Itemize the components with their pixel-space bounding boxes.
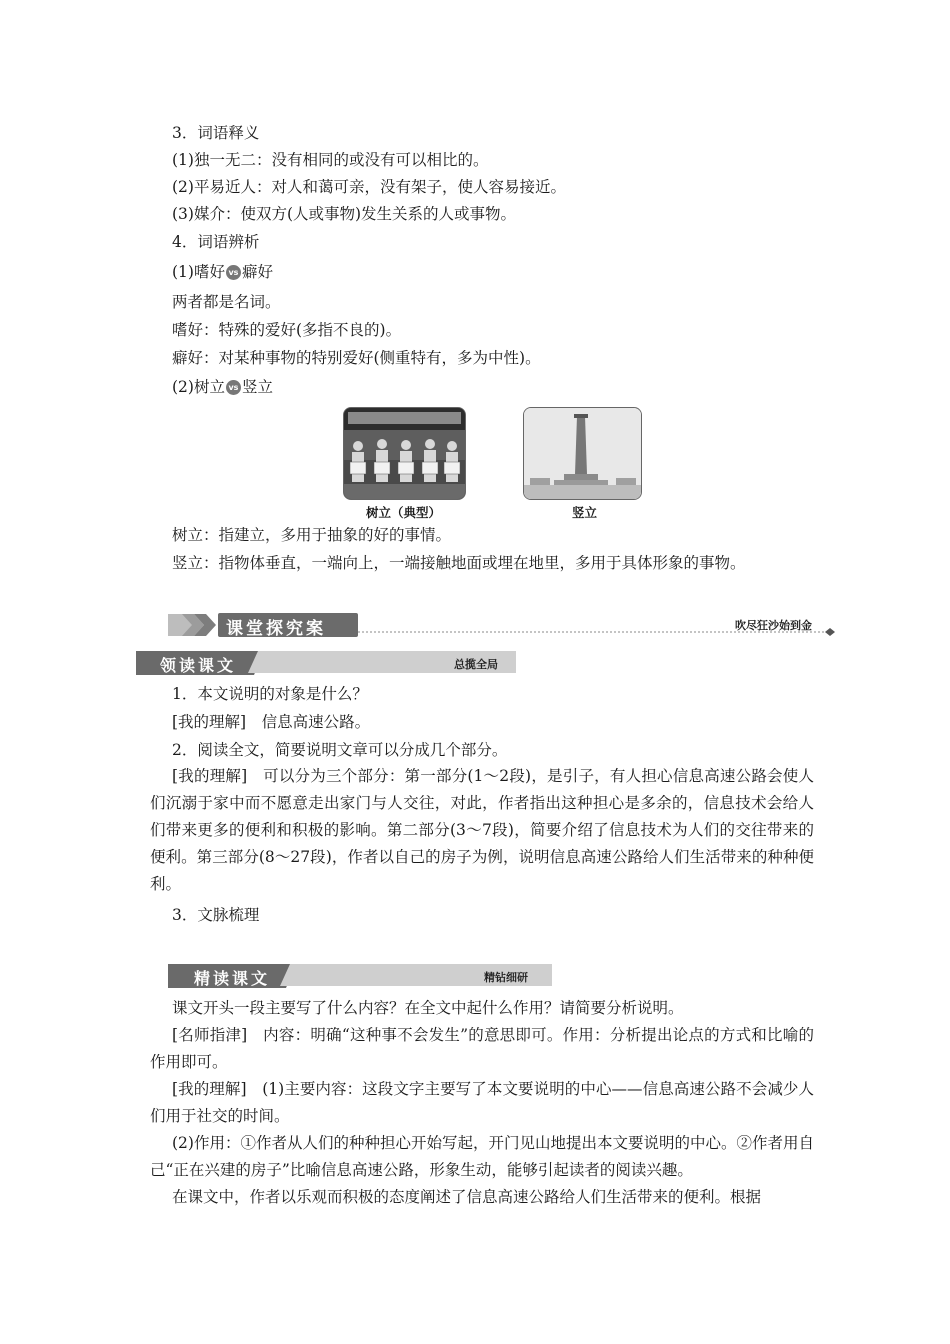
word-pair-1-note: 两者都是名词。	[172, 293, 281, 311]
fine-answer-2: (2)作用：①作者从人们的种种担心开始写起，开门见山地提出本文要说明的中心。②作者用自己“正在兴建的房子”比喻信息高速公路，形象生动，能够引起读者的阅读兴趣。	[150, 1134, 814, 1179]
definition-1: (1)独一无二：没有相同的或没有可以相比的。	[172, 151, 489, 169]
word-pair-1	[172, 262, 273, 282]
read-answer-2: [我的理解] 可以分为三个部分：第一部分(1～2段)，是引子，有人担心信息高速公路会使人们沉溺于家中而不愿意走出家门与人交往，对此，作者指出这种担心是多余的，信息技术会给人们带来更多的便利和积极的影响。第二部分(3～7段)，简要介绍了信息技术为人们的交往带来的便利。第三部分(8～27段)，作者以自己的房子为例，说明信息高速公路给人们生活带来的种种便利。	[150, 767, 814, 893]
read-answer-1: [我的理解] 信息高速公路。	[172, 713, 371, 731]
word-pair-1-def-b: 癖好：对某种事物的特别爱好(侧重特有，多为中性)。	[172, 349, 541, 367]
photo-monument	[523, 407, 642, 500]
vs-icon: vs	[226, 265, 241, 280]
definition-2: (2)平易近人：对人和蔼可亲，没有架子，使人容易接近。	[172, 178, 566, 196]
banner-fine-motto: 精钻细研	[484, 971, 528, 984]
fine-last-paragraph: 在课文中，作者以乐观而积极的态度阐述了信息高速公路给人们生活带来的便利。根据	[172, 1188, 762, 1206]
fine-tip: [名师指津] 内容：明确“这种事不会发生”的意思即可。作用：分析提出论点的方式和比喻的作用即可。	[150, 1026, 814, 1071]
photo-award-ceremony	[343, 407, 466, 500]
word-pair-1-a: (1)嗜好	[172, 263, 225, 281]
monument-illustration	[524, 408, 641, 499]
fine-question: 课文开头一段主要写了什么内容？在全文中起什么作用？请简要分析说明。	[172, 999, 684, 1017]
caption-right: 竖立	[572, 505, 598, 520]
section-banner-read	[136, 651, 516, 675]
read-question-2: 2．阅读全文，简要说明文章可以分成几个部分。	[172, 741, 508, 759]
word-pair-2-def-b: 竖立：指物体垂直，一端向上，一端接触地面或埋在地里，多用于具体形象的事物。	[172, 554, 746, 572]
word-pair-1-def-a: 嗜好：特殊的爱好(多指不良的)。	[172, 321, 402, 339]
read-question-1: 1．本文说明的对象是什么？	[172, 685, 368, 703]
banner-fine-title: 精读课文	[194, 969, 271, 988]
read-question-3: 3．文脉梳理	[172, 906, 260, 924]
word-pair-1-b: 癖好	[241, 263, 273, 281]
word-pair-2	[172, 377, 273, 397]
word-pair-2-a: (2)树立	[172, 378, 225, 396]
award-ceremony-illustration	[344, 408, 465, 499]
heading-word-distinction: 4．词语辨析	[172, 233, 260, 251]
heading-word-definitions: 3．词语释义	[172, 124, 260, 142]
fine-answer-1: [我的理解] (1)主要内容：这段文字主要写了本文要说明的中心——信息高速公路不会减少人们用于社交的时间。	[150, 1080, 814, 1125]
word-pair-2-def-a: 树立：指建立，多用于抽象的好的事情。	[172, 526, 452, 544]
banner-main-motto: 吹尽狂沙始到金	[735, 619, 812, 632]
caption-left: 树立（典型）	[366, 505, 442, 520]
vs-icon: vs	[226, 380, 241, 395]
banner-main-title: 课堂探究案	[226, 619, 326, 639]
section-banner-fine	[168, 964, 552, 988]
banner-read-title: 领读课文	[160, 656, 237, 675]
definition-3: (3)媒介：使双方(人或事物)发生关系的人或事物。	[172, 205, 517, 223]
word-pair-2-b: 竖立	[241, 378, 273, 396]
banner-read-motto: 总揽全局	[454, 658, 498, 671]
section-banner-main	[168, 610, 840, 640]
